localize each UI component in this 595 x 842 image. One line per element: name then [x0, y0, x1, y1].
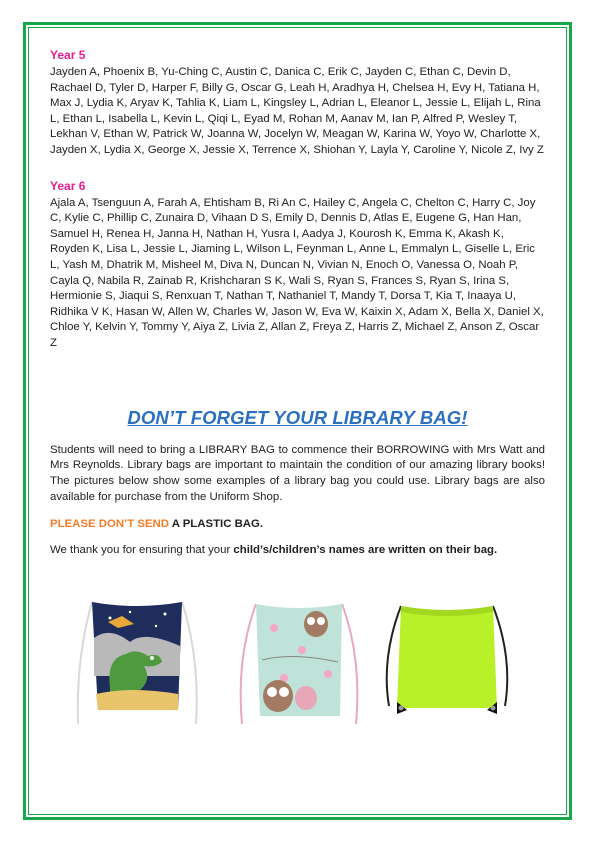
year6-heading: Year 6	[50, 178, 86, 193]
warning-orange-text: PLEASE DON’T SEND	[50, 518, 169, 531]
warning-black-text: A PLASTIC BAG.	[168, 518, 264, 531]
library-bag-pictures	[70, 598, 530, 728]
dinosaur-bag-image	[70, 598, 205, 730]
thanks-bold-text: child’s/children’s names are written on their bag.	[233, 544, 498, 557]
year6-names: Ajala A, Tsenguun A, Farah A, Ehtisham B, Ri An C, Hailey C, Angela C, Chelton C, Harry C, Joy C, Kylie C, Phillip C, Zunaira D, Vihaan D S, Emily D, Dennis D, Atlas E, Eugene G, Han Han, Samuel H, Renea H, Janna H, Nathan H, Yusra I, Aadya J, Kourosh K, Emma K, Akash K, Royden K, Lisa L, Jessie L, Jiaming L, Wilson L, Feynman L, Anne L, Emmalyn L, Giselle L, Eric L, Yash M, Dhatrik M, Misheel M, Diva N, Duncan N, Vivian N, Enoch O, Vanessa O, Noah P, Cayla Q, Nabila R, Zainab R, Krishcharan S K, Wali S, Ryan S, Frances S, Ryan S, Irina S, Hermionie S, Jiaqui S, Renxuan T, Nathan T, Nathaniel T, Mandy T, Dorsa T, Kia T, Inaaya U, Ridhika V K, Hasan W, Allen W, Charles W, Jason W, Eva W, Kaixin X, Adam X, Bella X, Daniel X, Chloe Y, Kelvin Y, Tommy Y, Aiya Z, Livia Z, Allan Z, Freya Z, Harris Z, Michael Z, Anson Z, Oscar Z	[50, 196, 544, 349]
lime-green-bag-image	[375, 598, 520, 730]
thanks-note	[50, 544, 545, 556]
newsletter-content	[50, 48, 545, 556]
thanks-plain-text: We thank you for ensuring that your	[50, 544, 234, 557]
owl-bag-image	[232, 598, 367, 730]
plastic-bag-warning	[50, 518, 545, 530]
library-bag-paragraph: Students will need to bring a LIBRARY BAG to commence their BORROWING with Mrs Watt and Mrs Reynolds. Library bags are important to maintain the condition of our amazing library books! The pictures below show some examples of a library bag you could use. Library bags are also available for purchase from the Uniform Shop.	[50, 443, 545, 503]
year5-heading: Year 5	[50, 48, 86, 62]
year5-names: Jayden A, Phoenix B, Yu-Ching C, Austin C, Danica C, Erik C, Jayden C, Ethan C, Devin D, Rachael D, Tyler D, Harper F, Billy G, Oscar G, Leah H, Aradhya H, Chelsea H, Evy H, Tatiana H, Max J, Lydia K, Aryav K, Tahlia K, Liam L, Kingsley L, Adrian L, Eleanor L, Jessie L, Elijah L, Rina L, Ethan L, Isabella L, Kevin L, Qiqi L, Eyad M, Rohan M, Aanav M, Ian P, Alfred P, Wesley T, Lekhan V, Ethan W, Patrick W, Joanna W, Jocelyn W, Meagan W, Karina W, Yoyo W, Charlotte X, Jayden X, Lydia X, George X, Jessie X, Terrence X, Shiohan Y, Layla Y, Caroline Y, Nicole Z, Ivy Z	[50, 66, 544, 156]
library-bag-title: DON’T FORGET YOUR LIBRARY BAG!	[127, 406, 468, 428]
